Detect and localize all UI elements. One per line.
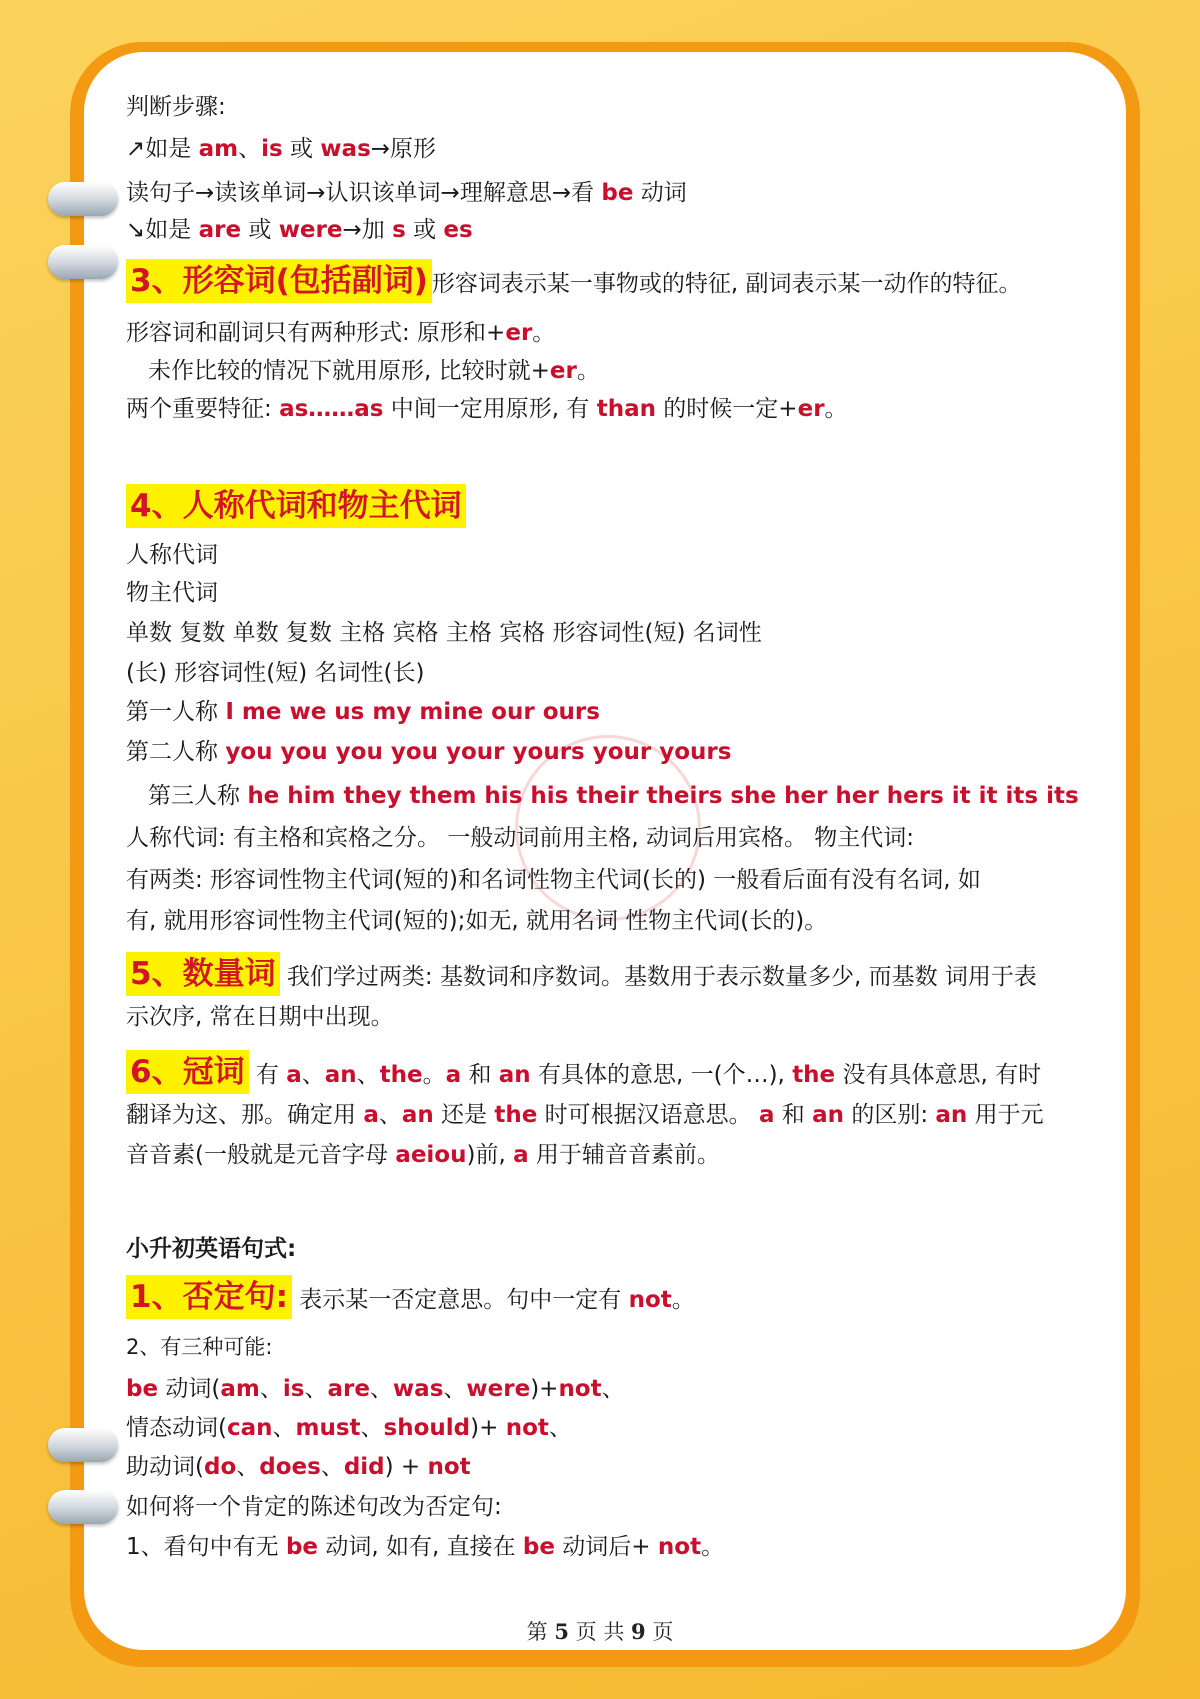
text-line: ↗如是 am、is 或 was→原形 [126, 136, 437, 162]
text-line: ↘如是 are 或 were→加 s 或 es [126, 217, 473, 243]
text-line: 物主代词 [126, 580, 218, 606]
text-line: 单数 复数 单数 复数 主格 宾格 主格 宾格 形容词性(短) 名词性 [126, 620, 762, 646]
text-line: 第二人称 you you you you your yours your yours [126, 739, 732, 765]
binder-ring [48, 1428, 118, 1462]
text-line: 判断步骤: [126, 94, 226, 120]
section-heading: 6、冠词 [126, 1050, 249, 1094]
section-articles: 6、冠词 有 a、an、the。a 和 an 有具体的意思, 一(个…), the 没有具体意思, 有时翻译为这、那。确定用 a、an 还是 the 时可根据汉语意思。 a 和 an 的区别: an 用于元音音素(一般就是元音字母 aeiou)前, a 用于辅音音素前。 [126, 1050, 1056, 1175]
binder-ring [48, 1490, 118, 1524]
text-line: 人称代词: 有主格和宾格之分。 一般动词前用主格, 动词后用宾格。 物主代词: [126, 825, 915, 851]
section-adjectives: 3、形容词(包括副词) 形容词表示某一事物或的特征, 副词表示某一动作的特征。 [126, 259, 1022, 303]
text-line: 两个重要特征: as……as 中间一定用原形, 有 than 的时候一定+er。 [126, 396, 848, 422]
text-line: 人称代词 [126, 542, 218, 568]
text-line: 如何将一个肯定的陈述句改为否定句: [126, 1494, 502, 1520]
text-line: 第一人称 I me we us my mine our ours [126, 699, 600, 725]
section-negative: 1、否定句: 表示某一否定意思。句中一定有 not。 [126, 1275, 695, 1319]
text-line: (长) 形容词性(短) 名词性(长) [126, 660, 425, 686]
text-line: 第三人称 he him they them his his their theirs she her her hers it it its its [148, 783, 1079, 809]
text-line: 形容词和副词只有两种形式: 原形和+er。 [126, 320, 556, 346]
section-pronouns [126, 484, 466, 528]
text-line: 情态动词(can、must、should)+ not、 [126, 1415, 572, 1441]
text-line: 有两类: 形容词性物主代词(短的)和名词性物主代词(长的) 一般看后面有没有名词, 如 [126, 867, 981, 893]
text-line: 有, 就用形容词性物主代词(短的);如无, 就用名词 性物主代词(长的)。 [126, 908, 828, 934]
binder-ring [48, 245, 118, 279]
text-line: 未作比较的情况下就用原形, 比较时就+er。 [148, 358, 600, 384]
text-line: be 动词(am、is、are、was、were)+not、 [126, 1376, 625, 1402]
text-line: 读句子→读该单词→认识该单词→理解意思→看 be 动词 [126, 180, 687, 206]
text-line: 2、有三种可能: [126, 1335, 273, 1359]
text-line: 1、看句中有无 be 动词, 如有, 直接在 be 动词后+ not。 [126, 1534, 725, 1560]
binder-ring [48, 182, 118, 216]
section-heading: 1、否定句: [126, 1275, 292, 1319]
section-heading: 5、数量词 [126, 952, 280, 996]
text-line: 助动词(do、does、did) + not [126, 1454, 471, 1480]
section-numerals: 5、数量词 我们学过两类: 基数词和序数词。基数用于表示数量多少, 而基数 词用于表示次序, 常在日期中出现。 [126, 952, 1056, 1037]
section-heading: 4、人称代词和物主代词 [126, 484, 466, 528]
page-number: 第 5 页 共 9 页 [526, 1619, 674, 1644]
subsection-title: 小升初英语句式: [126, 1236, 297, 1262]
section-heading: 3、形容词(包括副词) [126, 259, 432, 303]
